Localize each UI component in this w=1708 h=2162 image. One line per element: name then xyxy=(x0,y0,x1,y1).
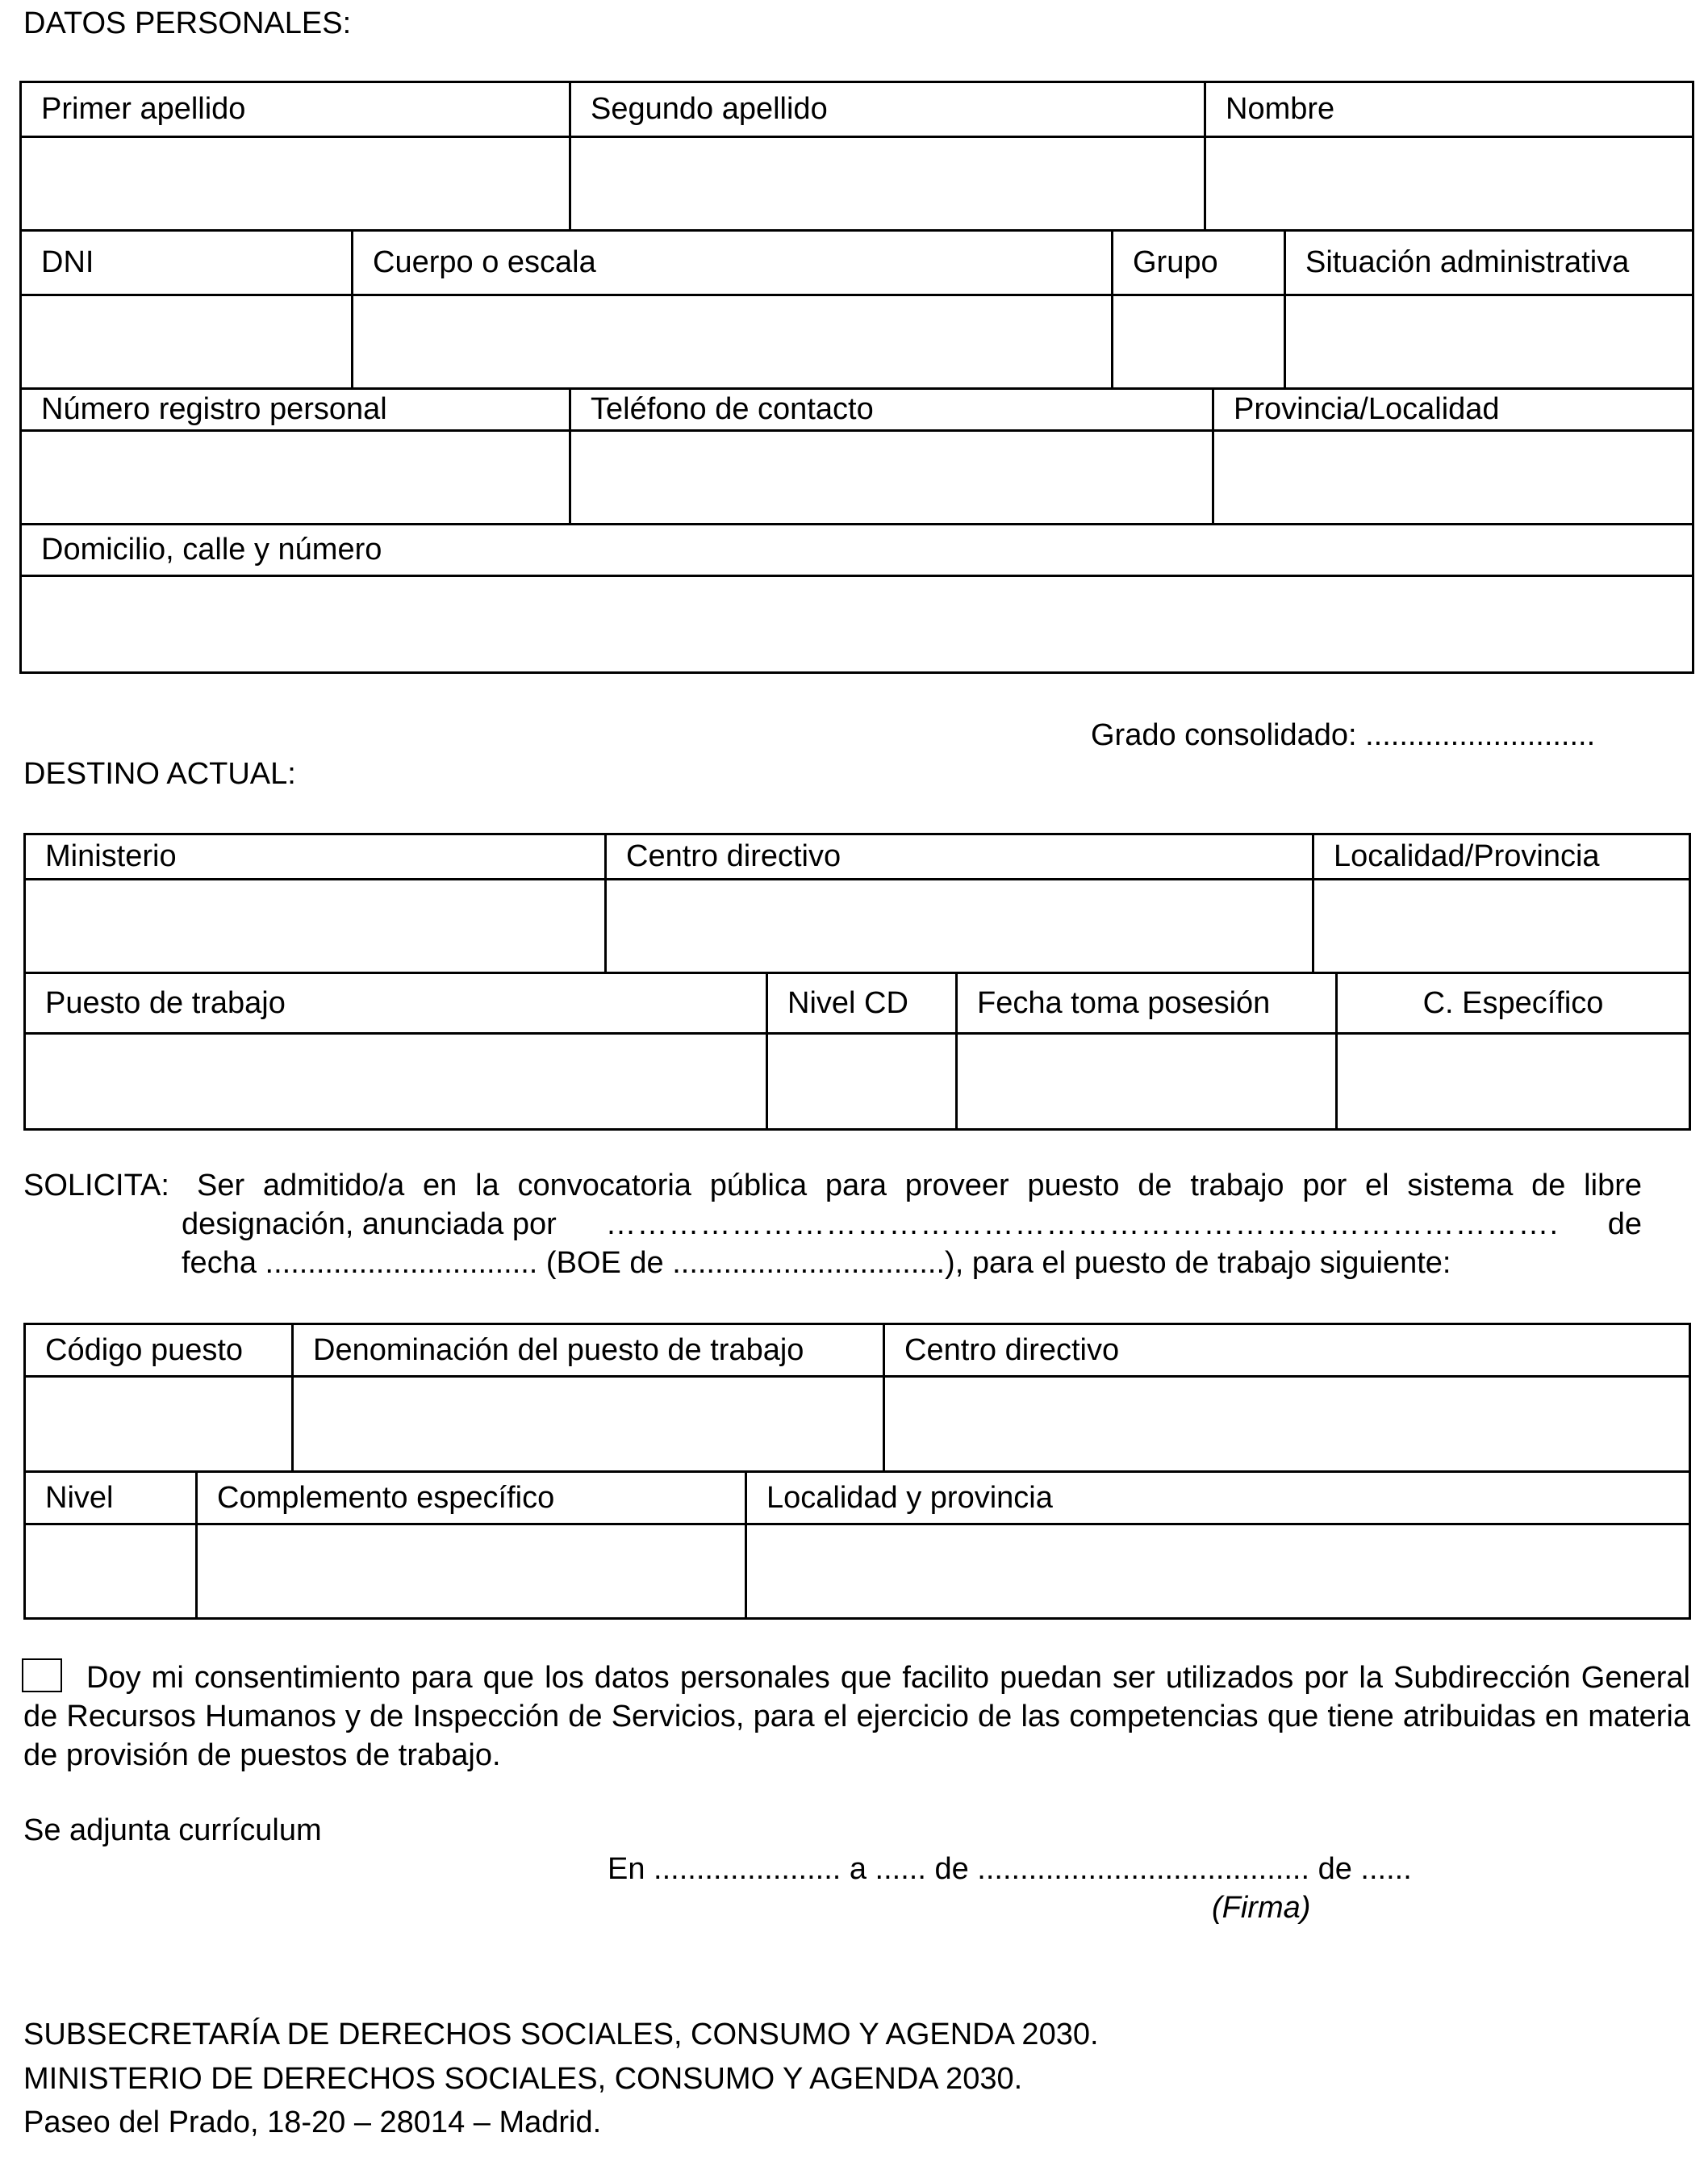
label-dni: DNI xyxy=(41,245,94,279)
footer-subsecretaria: SUBSECRETARÍA DE DERECHOS SOCIALES, CONSUMO Y AGENDA 2030. xyxy=(23,2018,1099,2051)
segundo-apellido-field[interactable] xyxy=(569,138,1204,229)
label-provincia: Provincia/Localidad xyxy=(1212,390,1692,429)
label-localidad-y-provincia: Localidad y provincia xyxy=(745,1473,1689,1523)
footer-address: Paseo del Prado, 18-20 – 28014 – Madrid. xyxy=(23,2106,602,2139)
label-cuerpo: Cuerpo o escala xyxy=(351,232,1111,294)
datos-personales-table xyxy=(19,81,1694,674)
solicita-label: SOLICITA: xyxy=(23,1169,169,1202)
label-ministerio: Ministerio xyxy=(45,839,177,873)
label-primer-apellido: Primer apellido xyxy=(41,92,246,126)
nivel-field[interactable] xyxy=(26,1525,195,1617)
c-especifico-field[interactable] xyxy=(1335,1035,1689,1128)
puesto-trabajo-field[interactable] xyxy=(26,1035,766,1128)
label-nivel: Nivel xyxy=(45,1480,114,1515)
dni-field[interactable] xyxy=(22,296,351,387)
centro-directivo-field[interactable] xyxy=(604,880,1312,972)
localidad-provincia-field[interactable] xyxy=(1312,880,1689,972)
solicita-line-2 xyxy=(182,1207,1642,1242)
provincia-field[interactable] xyxy=(1212,432,1692,523)
label-fecha-posesion: Fecha toma posesión xyxy=(955,974,1335,1032)
label-segundo-apellido: Segundo apellido xyxy=(569,83,1204,136)
destino-actual-table xyxy=(23,833,1691,1131)
puesto-solicitado-table xyxy=(23,1323,1691,1620)
primer-apellido-field[interactable] xyxy=(22,138,569,229)
centro-directivo-solicitado-field[interactable] xyxy=(883,1378,1689,1470)
label-denominacion: Denominación del puesto de trabajo xyxy=(291,1325,883,1375)
label-nrp: Número registro personal xyxy=(41,392,387,426)
label-localidad-provincia: Localidad/Provincia xyxy=(1312,835,1689,878)
label-domicilio: Domicilio, calle y número xyxy=(41,533,382,567)
ministerio-field[interactable] xyxy=(26,880,604,972)
fecha-posesion-field[interactable] xyxy=(955,1035,1335,1128)
grupo-field[interactable] xyxy=(1111,296,1284,387)
solicita-anunciada: designación, anunciada por xyxy=(182,1207,557,1241)
label-nivel-cd: Nivel CD xyxy=(766,974,955,1032)
label-telefono: Teléfono de contacto xyxy=(569,390,1212,429)
codigo-puesto-field[interactable] xyxy=(26,1378,291,1470)
destino-actual-heading: DESTINO ACTUAL: xyxy=(23,757,296,791)
label-codigo-puesto: Código puesto xyxy=(45,1332,244,1367)
footer-ministerio: MINISTERIO DE DERECHOS SOCIALES, CONSUMO Y AGENDA 2030. xyxy=(23,2062,1023,2096)
label-puesto-trabajo: Puesto de trabajo xyxy=(45,985,286,1020)
label-complemento: Complemento específico xyxy=(195,1473,745,1523)
solicita-line-3: fecha ................................ (BOE de ................................), para el puesto de trabajo siguiente: xyxy=(182,1246,1451,1280)
solicita-line-1: Ser admitido/a en la convocatoria pública para proveer puesto de trabajo por el sistema de libre xyxy=(197,1169,1642,1202)
situacion-field[interactable] xyxy=(1284,296,1692,387)
adjunta-curriculum: Se adjunta currículum xyxy=(23,1813,322,1847)
label-situacion: Situación administrativa xyxy=(1284,232,1692,294)
lugar-fecha-line: En ...................... a ...... de ....................................... de ...... xyxy=(608,1852,1412,1886)
denominacion-field[interactable] xyxy=(291,1378,883,1470)
domicilio-field[interactable] xyxy=(22,577,1692,671)
nrp-field[interactable] xyxy=(22,432,569,523)
grado-consolidado: Grado consolidado: ........................... xyxy=(1091,718,1596,752)
cuerpo-field[interactable] xyxy=(351,296,1111,387)
consent-text: Doy mi consentimiento para que los datos personales que facilito puedan ser utilizados por la Subdirección General de Recursos Humanos y de Inspección de Servicios, para el ejercicio de las competencias que tiene atribuidas en materia de provisión de puestos de trabajo. xyxy=(23,1661,1690,1772)
label-nombre: Nombre xyxy=(1204,83,1692,136)
datos-personales-heading: DATOS PERSONALES: xyxy=(23,6,352,40)
label-centro-directivo: Centro directivo xyxy=(604,835,1312,878)
localidad-y-provincia-field[interactable] xyxy=(745,1525,1689,1617)
label-c-especifico: C. Específico xyxy=(1335,974,1689,1032)
label-centro-directivo-solicitado: Centro directivo xyxy=(883,1325,1689,1375)
firma-label: (Firma) xyxy=(1212,1891,1311,1925)
nivel-cd-field[interactable] xyxy=(766,1035,955,1128)
solicita-dots: ………………………………………………………………………………. xyxy=(605,1207,1560,1241)
complemento-field[interactable] xyxy=(195,1525,745,1617)
nombre-field[interactable] xyxy=(1204,138,1692,229)
telefono-field[interactable] xyxy=(569,432,1212,523)
label-grupo: Grupo xyxy=(1111,232,1284,294)
solicita-de: de xyxy=(1607,1207,1642,1241)
